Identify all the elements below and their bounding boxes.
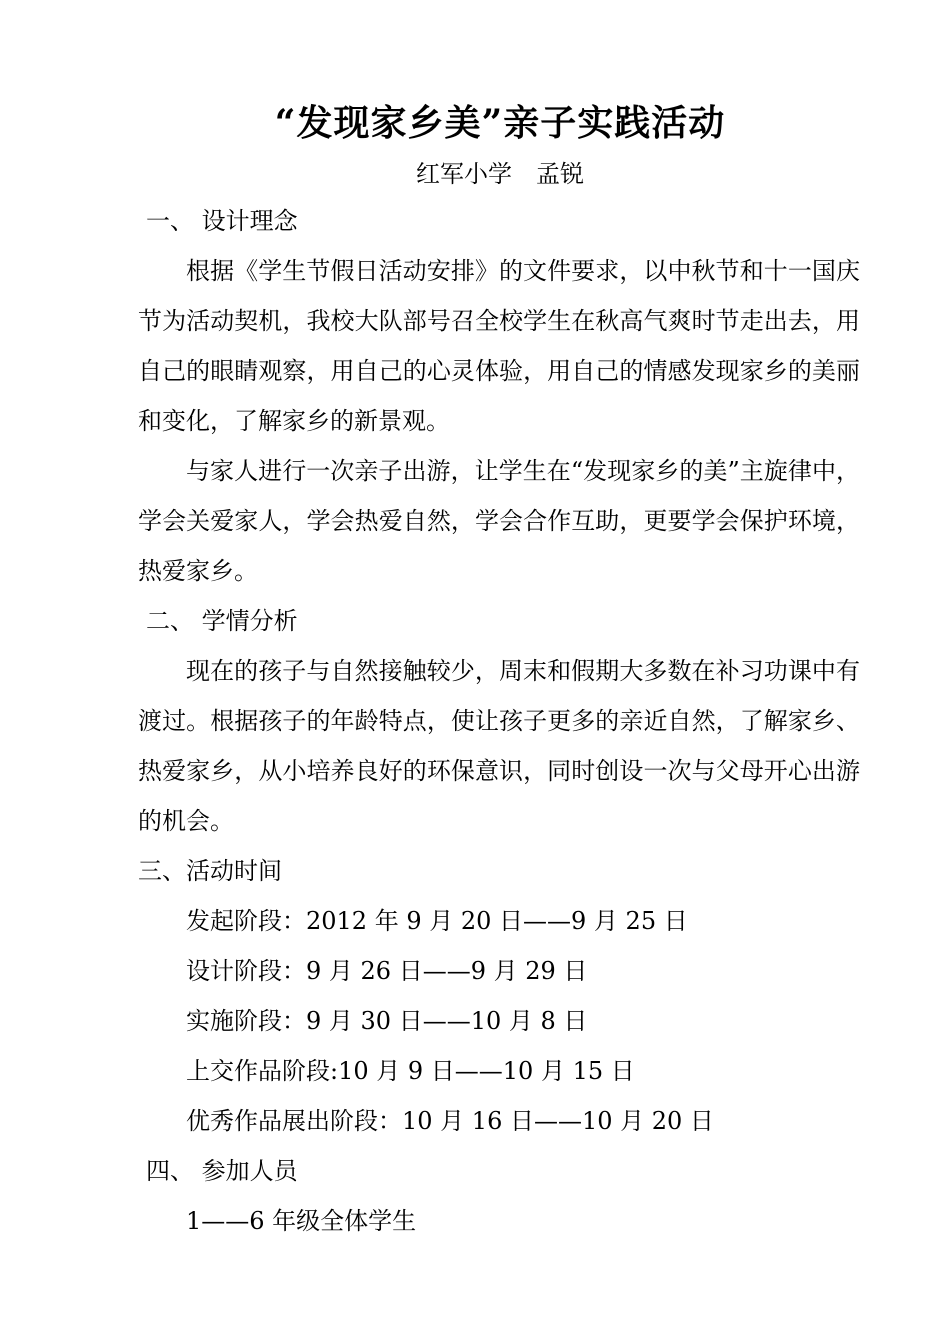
section-heading-analysis: 二、 学情分析 <box>146 607 298 635</box>
schedule-item-submit: 上交作品阶段:10 月 9 日——10 月 15 日 <box>186 1057 635 1085</box>
schedule-item-design: 设计阶段：9 月 26 日——9 月 29 日 <box>186 957 588 985</box>
schedule-item-implement: 实施阶段：9 月 30 日——10 月 8 日 <box>186 1007 588 1035</box>
schedule-item-exhibit: 优秀作品展出阶段：10 月 16 日——10 月 20 日 <box>186 1107 714 1135</box>
section-heading-design: 一、 设计理念 <box>146 207 298 235</box>
section-heading-time: 三、活动时间 <box>138 857 282 885</box>
section-heading-participants: 四、 参加人员 <box>146 1157 298 1185</box>
author-line: 红军小学 孟锐 <box>416 160 584 188</box>
schedule-item-launch: 发起阶段：2012 年 9 月 20 日——9 月 25 日 <box>186 907 688 935</box>
paragraph-analysis-1: 现在的孩子与自然接触较少，周末和假期大多数在补习功课中有渡过。根据孩子的年龄特点，使让孩子更多的亲近自然，了解家乡、热爱家乡，从小培养良好的环保意识，同时创设一次与父母开心出游的机会。 <box>138 657 860 835</box>
paragraph-design-1: 根据《学生节假日活动安排》的文件要求，以中秋节和十一国庆节为活动契机，我校大队部号召全校学生在秋高气爽时节走出去，用自己的眼睛观察，用自己的心灵体验，用自己的情感发现家乡的美丽和变化，了解家乡的新景观。 <box>138 257 860 435</box>
paragraph-design-2: 与家人进行一次亲子出游，让学生在“发现家乡的美”主旋律中，学会关爱家人，学会热爱自然，学会合作互助，更要学会保护环境，热爱家乡。 <box>138 457 860 585</box>
document-title: “发现家乡美”亲子实践活动 <box>274 102 726 144</box>
participants-text: 1——6 年级全体学生 <box>186 1207 417 1235</box>
